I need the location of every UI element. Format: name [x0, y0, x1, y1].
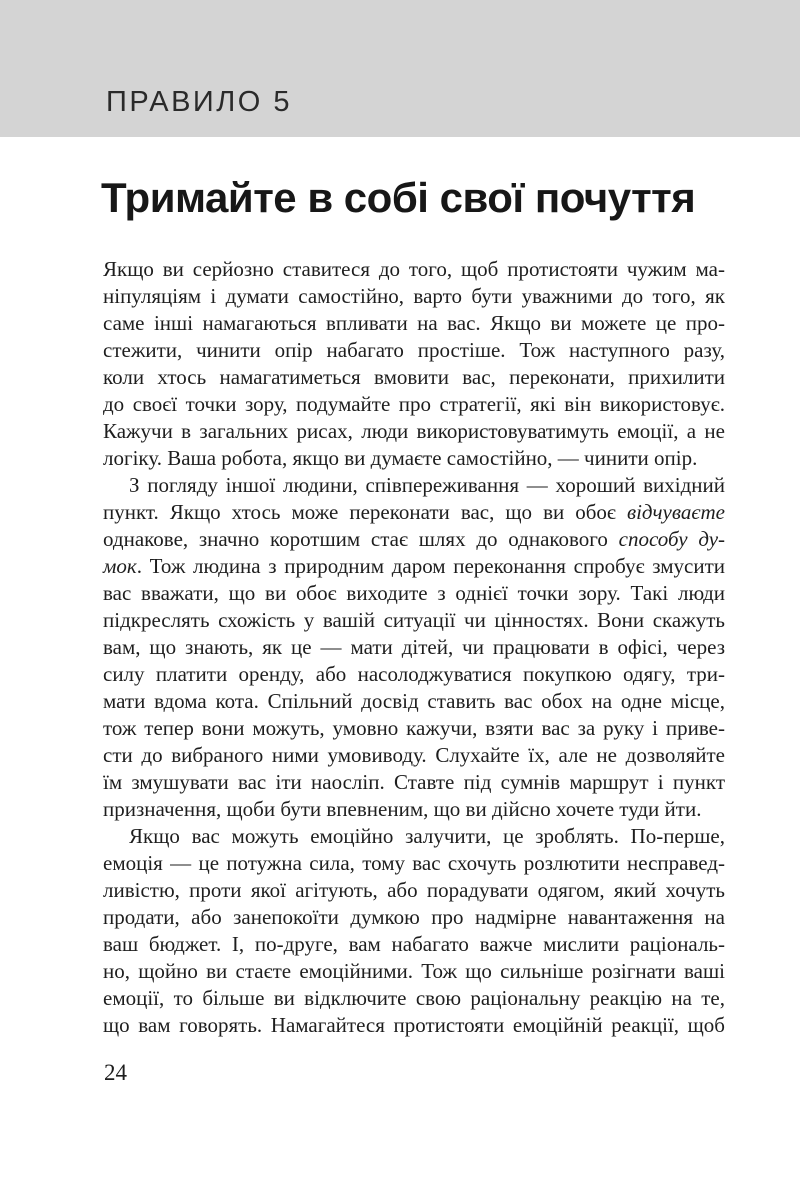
text-line: ливістю, проти якої агітують, або порадувати одягом, який хочуть	[103, 878, 725, 902]
page-number: 24	[104, 1060, 127, 1085]
text-line: вас вважати, що ви обоє виходите з однієї точки зору. Такі люди	[103, 581, 725, 605]
chapter-header-bar	[0, 0, 800, 137]
text-line: З погляду іншої людини, співпереживання — хороший вихідний	[129, 473, 725, 497]
text-line: стежити, чинити опір набагато простіше. Тож наступного разу,	[103, 338, 725, 362]
text-line: силу платити оренду, або насолоджуватися покупкою одягу, три-	[103, 662, 725, 686]
text-line: пункт. Якщо хтось може переконати вас, що ви обоє відчуваєте	[103, 500, 725, 524]
body-text	[103, 256, 725, 1039]
text-line: ваш бюджет. І, по-друге, вам набагато важче мислити раціональ-	[103, 932, 725, 956]
text-line: призначення, щоби бути впевненим, що ви дійсно хочете туди йти.	[103, 797, 702, 821]
text-line: логіку. Ваша робота, якщо ви думаєте самостійно, — чинити опір.	[103, 446, 698, 470]
text-line: Якщо ви серйозно ставитеся до того, щоб протистояти чужим ма-	[103, 257, 725, 281]
paragraph	[103, 256, 725, 472]
text-line: емоція — це потужна сила, тому вас схочуть розлютити несправед-	[103, 851, 725, 875]
text-line: до своєї точки зору, подумайте про стратегії, які він використовує.	[103, 392, 725, 416]
text-line: мати вдома кота. Спільний досвід ставить вас обох на одне місце,	[103, 689, 725, 713]
text-line: но, щойно ви стаєте емоційними. Тож що сильніше розігнати ваші	[103, 959, 725, 983]
text-line: підкреслять схожість у вашій ситуації чи цінностях. Вони скажуть	[103, 608, 725, 632]
text-line: мок. Тож людина з природним даром переконання спробує змусити	[103, 554, 725, 578]
text-line: Кажучи в загальних рисах, люди використовуватимуть емоції, а не	[103, 419, 725, 443]
rule-number-label: ПРАВИЛО 5	[106, 86, 293, 118]
text-line: сти до вибраного ними умовиводу. Слухайте їх, але не дозволяйте	[103, 743, 725, 767]
text-line: вам, що знають, як це — мати дітей, чи працювати в офісі, через	[103, 635, 725, 659]
text-line: тож тепер вони можуть, умовно кажучи, взяти вас за руку і приве-	[103, 716, 725, 740]
chapter-title: Тримайте в собі свої почуття	[101, 174, 696, 221]
text-line: коли хтось намагатиметься вмовити вас, переконати, прихилити	[103, 365, 725, 389]
paragraph	[103, 472, 725, 823]
text-line: саме інші намагаються впливати на вас. Якщо ви можете це про-	[103, 311, 725, 335]
paragraph	[103, 823, 725, 1039]
text-line: однакове, значно коротшим стає шлях до однакового способу ду-	[103, 527, 726, 551]
text-line: що вам говорять. Намагайтеся протистояти емоційній реакції, щоб	[103, 1013, 725, 1037]
text-line: ніпуляціям і думати самостійно, варто бути уважними до того, як	[103, 284, 725, 308]
text-line: Якщо вас можуть емоційно залучити, це зроблять. По-перше,	[129, 824, 725, 848]
text-line: емоції, то більше ви відключите свою раціональну реакцію на те,	[103, 986, 725, 1010]
text-line: їм змушувати вас іти наосліп. Ставте під сумнів маршрут і пункт	[103, 770, 725, 794]
text-line: продати, або занепокоїти думкою про надмірне навантаження на	[103, 905, 725, 929]
